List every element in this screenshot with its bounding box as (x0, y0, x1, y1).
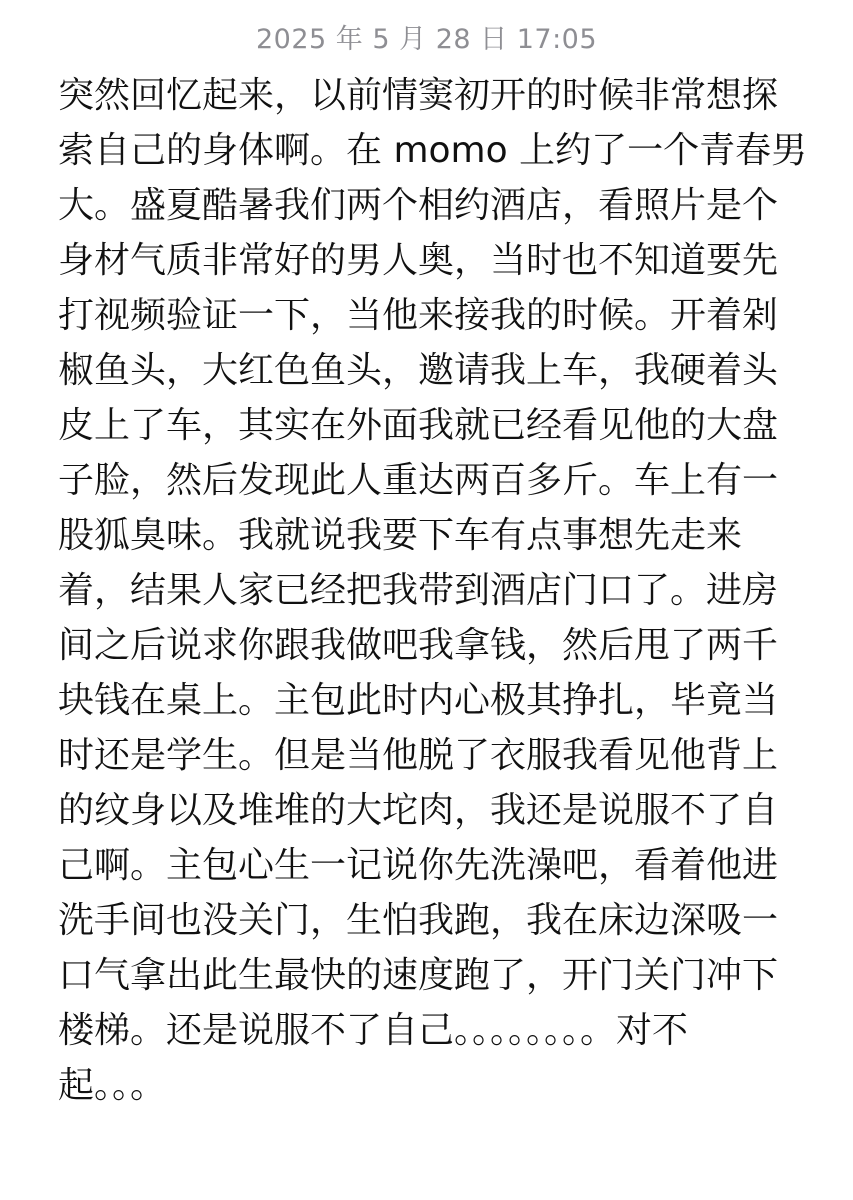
note-line: 突然回忆起来，以前情窦初开的时候非常想探 (58, 75, 779, 116)
note-line: 索自己的身体啊。在 momo 上约了一个青春男 (58, 130, 808, 171)
note-line: 着，结果人家已经把我带到酒店门口了。进房 (58, 570, 779, 611)
note-line: 己啊。主包心生一记说你先洗澡吧，看着他进 (58, 845, 779, 886)
note-line: 块钱在桌上。主包此时内心极其挣扎，毕竟当 (58, 680, 779, 721)
note-line: 洗手间也没关门，生怕我跑，我在床边深吸一 (58, 900, 779, 941)
note-line: 的纹身以及堆堆的大坨肉，我还是说服不了自 (58, 790, 779, 831)
note-timestamp: 2025 年 5 月 28 日 17:05 (255, 24, 598, 55)
note-line: 口气拿出此生最快的速度跑了，开门关门冲下 (58, 955, 779, 996)
note-line: 身材气质非常好的男人奥，当时也不知道要先 (58, 240, 779, 281)
note-line: 间之后说求你跟我做吧我拿钱，然后甩了两千 (58, 625, 779, 666)
note-line: 起。。。 (58, 1065, 167, 1106)
note-line: 椒鱼头，大红色鱼头，邀请我上车，我硬着头 (58, 350, 779, 391)
note-line: 股狐臭味。我就说我要下车有点事想先走来 (58, 515, 743, 556)
note-line: 皮上了车，其实在外面我就已经看见他的大盘 (58, 405, 779, 446)
note-line: 时还是学生。但是当他脱了衣服我看见他背上 (58, 735, 779, 776)
note-line: 子脸，然后发现此人重达两百多斤。车上有一 (58, 460, 779, 501)
note-body-text[interactable] (58, 68, 808, 1113)
note-line: 楼梯。还是说服不了自己。。。。。。。。对不 (58, 1010, 689, 1051)
note-line: 大。盛夏酷暑我们两个相约酒店，看照片是个 (58, 185, 779, 226)
note-line: 打视频验证一下，当他来接我的时候。开着剁 (58, 295, 779, 336)
